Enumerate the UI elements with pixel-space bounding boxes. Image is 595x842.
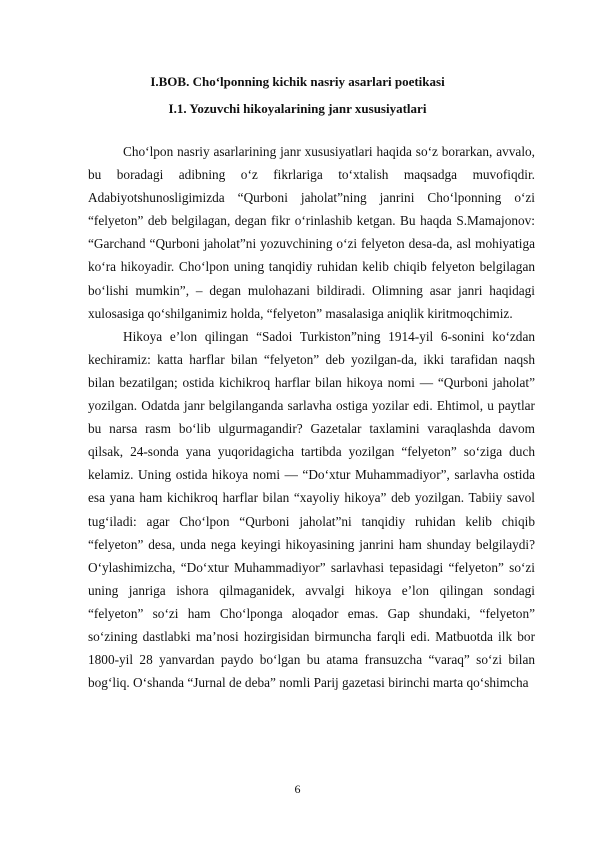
page-number: 6 [294, 782, 301, 796]
paragraph-1: Cho‘lpon nasriy asarlarining janr xususiyatlari haqida so‘z borarkan, avvalo, bu boradagi adibning o‘z fikrlariga to‘xtalish maqsadga muvofiqdir. Adabiyotshunosligimizda “Qurboni jaholat”ning janrini Cho‘lponning o‘zi “felyeton” deb belgilagan, degan fikr o‘rinlashib ketgan. Bu haqda S.Mamajonov: “Garchand “Qurboni jaholat”ni yozuvchining o‘zi felyeton desa-da, asl mohiyatiga ko‘ra hikoyadir. Cho‘lpon uning tanqidiy ruhidan kelib chiqib felyeton belgilagan bo‘lishi mumkin”, – degan mulohazani bildiradi. Olimning asar janri haqidagi xulosasiga qo‘shilganimiz holda, “felyeton” masalasiga aniqlik kiritmoqchimiz. [88, 144, 535, 321]
paragraph-2: Hikoya e’lon qilingan “Sadoi Turkiston”ning 1914-yil 6-sonini ko‘zdan kechiramiz: katta harflar bilan “felyeton” deb yozilgan-da, ikki tarafidan naqsh bilan bezatilgan; ostida kichikroq harflar bilan hikoya nomi — “Qurboni jaholat” yozilgan. Odatda janr belgilanganda sarlavha ostiga yozilar edi. Ehtimol, u paytlar bu narsa rasm bo‘lib ulgurmagandir? Gazetalar taxlamini varaqlashda davom qilsak, 24-sonda yana yuqoridagicha tartibda yozilgan “felyeton” so‘ziga duch kelamiz. Uning ostida hikoya nomi — “Do‘xtur Muhammadiyor”, sarlavha ostida esa yana ham kichikroq harflar bilan “xayoliy hikoya” deb yozilgan. Tabiiy savol tug‘iladi: agar Cho‘lpon “Qurboni jaholat”ni tanqidiy ruhidan kelib chiqib “felyeton” desa, unda nega keyingi hikoyasining janrini ham shunday belgilaydi? O‘ylashimizcha, “Do‘xtur Muhammadiyor” sarlavhasi tepasidagi “felyeton” so‘zi uning janriga ishora qilmaganidek, avvalgi hikoya e’lon qilingan sondagi “felyeton” so‘zi ham Cho‘lponga aloqador emas. Gap shundaki, “felyeton” so‘zining dastlabki ma’nosi hozirgisidan birmuncha farqli edi. Matbuotda ilk bor 1800-yil 28 yanvardan paydo bo‘lgan bu atama fransuzcha “varaq” so‘zi bilan bog‘liq. O‘shanda “Jurnal de deba” nomli Parij gazetasi birinchi marta qo‘shimcha [88, 328, 535, 691]
body-text [88, 140, 535, 694]
section-title: I.1. Yozuvchi hikoyalarining janr xususiyatlari [168, 101, 427, 116]
chapter-title: I.BOB. Cho‘lponning kichik nasriy asarlari poetikasi [150, 74, 445, 89]
